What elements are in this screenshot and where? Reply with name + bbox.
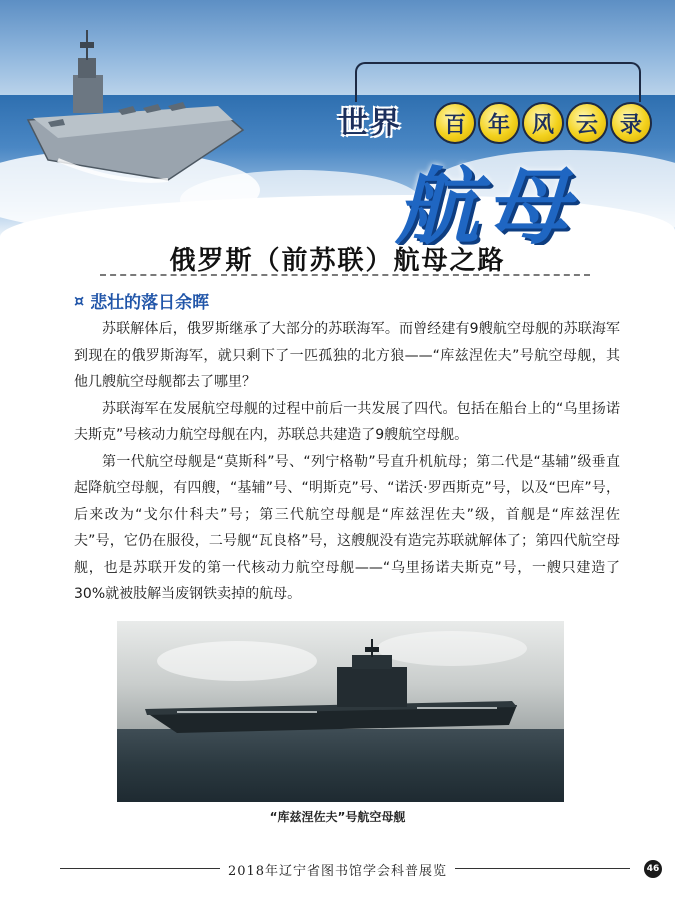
article-headline: 俄罗斯（前苏联）航母之路 <box>169 246 506 276</box>
title-prefix: 世界 <box>338 106 402 141</box>
title-bubble: 录 <box>610 102 652 144</box>
headline-divider <box>100 274 590 276</box>
aircraft-carrier-illustration <box>18 20 248 190</box>
paragraph: 苏联解体后，俄罗斯继承了大部分的苏联海军。而曾经建有9艘航空母舰的苏联海军到现在的俄罗斯海军，就只剩下了一匹孤独的北方狼——“库兹涅佐夫”号航空母舰，其他几艘航空母舰都去了哪里？ <box>74 321 620 390</box>
footer <box>0 860 675 879</box>
carrier-photo <box>117 621 564 802</box>
title-bubble-row <box>434 102 652 144</box>
paragraph: 苏联海军在发展航空母舰的过程中前后一共发展了四代。包括在船台上的“乌里扬诺夫斯克”号核动力航空母舰在内，苏联总共建造了9艘航空母舰。 <box>74 400 620 443</box>
title-bubble: 百 <box>434 102 476 144</box>
footer-text: 2018年辽宁省图书馆学会科普展览 <box>220 864 455 879</box>
figure-caption: “库兹涅佐夫”号航空母舰 <box>269 810 406 824</box>
title-bubble: 风 <box>522 102 564 144</box>
title-bubble: 云 <box>566 102 608 144</box>
section-heading-text: 悲壮的落日余晖 <box>90 293 210 313</box>
kuznetsov-ship-silhouette <box>117 621 564 802</box>
title-bracket-line <box>355 62 641 102</box>
title-bubble: 年 <box>478 102 520 144</box>
header-banner <box>0 0 675 245</box>
section-heading <box>74 288 209 313</box>
section-marker-icon: ¤ <box>74 291 85 310</box>
title-main: 航母 <box>395 157 576 245</box>
article-body <box>74 316 620 608</box>
paragraph: 第一代航空母舰是“莫斯科”号、“列宁格勒”号直升机航母；第二代是“基辅”级垂直起降航空母舰，有四艘，“基辅”号、“明斯克”号、“诺沃·罗西斯克”号，以及“巴库”号，后来改为“戈尔什科夫”号；第三代航空母舰是“库兹涅佐夫”级，首舰是“库兹涅佐夫”号，它仍在服役，二号舰“瓦良格”号，这艘舰没有造完苏联就解体了；第四代航空母舰，也是苏联开发的第一代核动力航空母舰——“乌里扬诺夫斯克”号，一艘只建造了30%就被肢解当废钢铁卖掉的航母。 <box>74 453 620 602</box>
page-number: 46 <box>644 860 662 878</box>
